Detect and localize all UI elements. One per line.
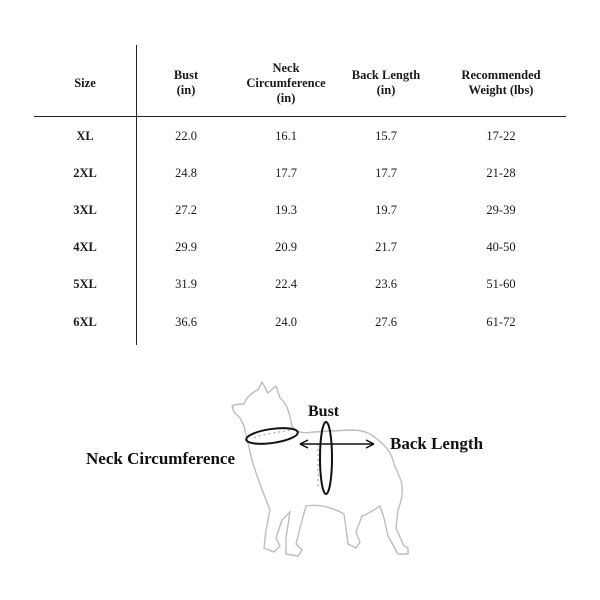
table-row [0,304,600,340]
cell-bust: 27.2 [175,202,197,217]
header-neck-line2: Circumference [246,75,326,90]
cell-size: 2XL [73,165,97,180]
cell-back-length: 19.7 [375,202,397,217]
table-row [0,192,600,228]
cell-weight: 17-22 [486,128,516,143]
header-weight [446,50,556,116]
cell-bust: 36.6 [175,314,197,329]
cell-weight: 21-28 [486,165,516,180]
table-row [0,266,600,302]
header-neck [236,50,336,116]
cell-bust: 22.0 [175,128,197,143]
header-neck-line1: Neck [272,60,300,75]
header-size-line1: Size [74,75,96,90]
back-length-label: Back Length [390,434,484,453]
cell-weight: 51-60 [486,276,516,291]
header-bust-line2: (in) [176,83,196,97]
cell-neck: 16.1 [275,128,297,143]
bust-label: Bust [308,403,340,420]
measurement-diagram [0,360,600,600]
header-back-length [340,50,432,116]
header-size [40,50,130,116]
header-bust [146,50,226,116]
cell-neck: 17.7 [275,165,297,180]
cell-back-length: 17.7 [375,165,397,180]
cell-size: XL [76,128,94,143]
header-divider [34,116,566,117]
table-row [0,229,600,265]
neck-circumference-label: Neck Circumference [86,449,236,468]
header-bust-line1: Bust [173,68,199,82]
table-row [0,118,600,154]
header-neck-line3: (in) [276,90,296,105]
dog-illustration [0,360,600,600]
cell-size: 5XL [73,276,97,291]
cell-back-length: 21.7 [375,239,397,254]
cell-weight: 61-72 [486,314,516,329]
cell-weight: 40-50 [486,239,516,254]
cell-size: 3XL [73,202,97,217]
header-weight-line1: Recommended [461,68,541,82]
header-back-line1: Back Length [351,68,421,82]
cell-neck: 20.9 [275,239,297,254]
cell-back-length: 15.7 [375,128,397,143]
cell-bust: 31.9 [175,276,197,291]
cell-size: 4XL [73,239,97,254]
cell-bust: 29.9 [175,239,197,254]
cell-neck: 19.3 [275,202,297,217]
cell-weight: 29-39 [486,202,516,217]
cell-back-length: 27.6 [375,314,397,329]
header-back-line2: (in) [376,83,396,97]
cell-size: 6XL [73,314,97,329]
table-row [0,155,600,191]
cell-neck: 24.0 [275,314,297,329]
header-weight-line2: Weight (lbs) [468,83,534,97]
cell-back-length: 23.6 [375,276,397,291]
cell-neck: 22.4 [275,276,297,291]
cell-bust: 24.8 [175,165,197,180]
